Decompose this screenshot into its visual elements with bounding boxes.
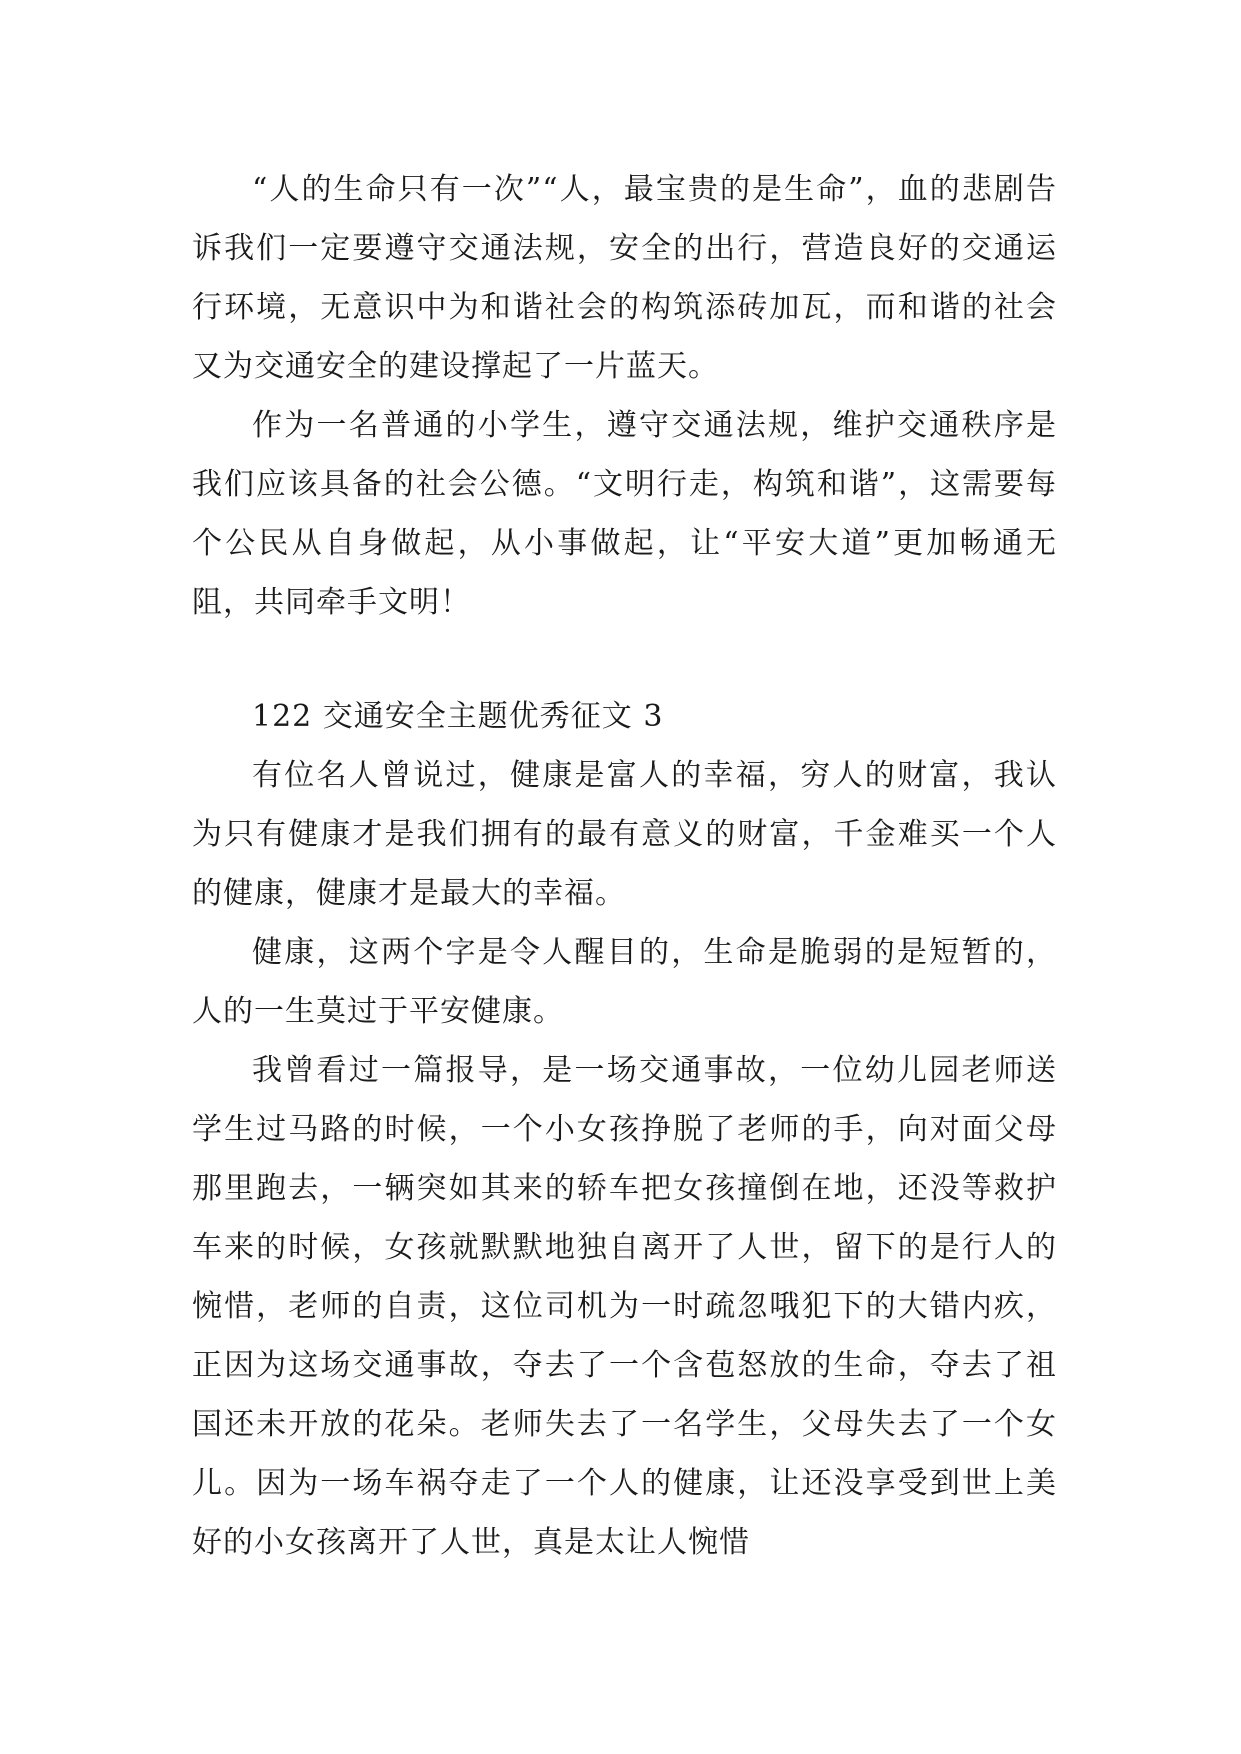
paragraph-3: 有位名人曾说过，健康是富人的幸福，穷人的财富，我认为只有健康才是我们拥有的最有意义的财富，千金难买一个人的健康，健康才是最大的幸福。: [192, 758, 1057, 911]
paragraph-5: 我曾看过一篇报导，是一场交通事故，一位幼儿园老师送学生过马路的时候，一个小女孩挣脱了老师的手，向对面父母那里跑去，一辆突如其来的轿车把女孩撞倒在地，还没等救护车来的时候，女孩就默默地独自离开了人世，留下的是行人的惋惜，老师的自责，这位司机为一时疏忽哦犯下的大错内疚，正因为这场交通事故，夺去了一个含苞怒放的生命，夺去了祖国还未开放的花朵。老师失去了一名学生，父母失去了一个女儿。因为一场车祸夺走了一个人的健康，让还没享受到世上美好的小女孩离开了人世，真是太让人惋惜: [192, 1053, 1057, 1560]
paragraph-2: 作为一名普通的小学生，遵守交通法规，维护交通秩序是我们应该具备的社会公德。“文明行走，构筑和谐”，这需要每个公民从自身做起，从小事做起，让“平安大道”更加畅通无阻，共同牵手文明！: [192, 408, 1057, 620]
section-title: 122 交通安全主题优秀征文 3: [252, 699, 664, 734]
document-body: [192, 160, 1057, 1572]
paragraph-4: 健康，这两个字是令人醒目的，生命是脆弱的是短暂的，人的一生莫过于平安健康。: [192, 935, 1057, 1029]
paragraph-1: “人的生命只有一次”“人，最宝贵的是生命”，血的悲剧告诉我们一定要遵守交通法规，安全的出行，营造良好的交通运行环境，无意识中为和谐社会的构筑添砖加瓦，而和谐的社会又为交通安全的建设撑起了一片蓝天。: [192, 172, 1057, 384]
